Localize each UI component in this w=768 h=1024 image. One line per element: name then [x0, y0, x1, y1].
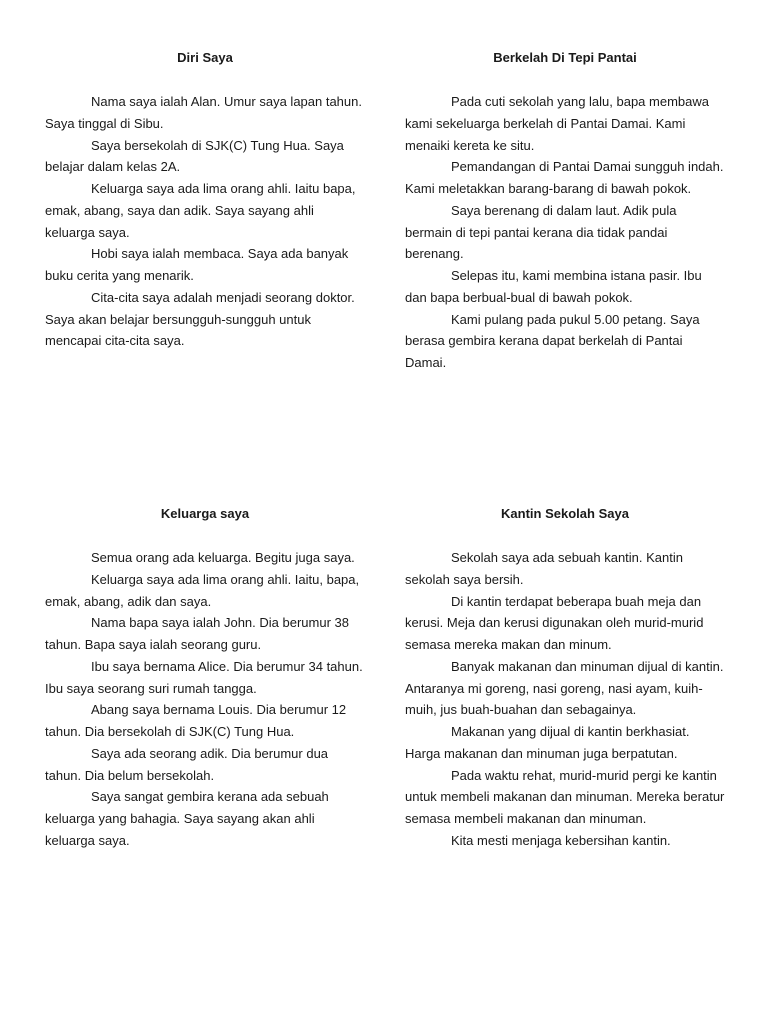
paragraph: Hobi saya ialah membaca. Saya ada banyak buku cerita yang menarik. [45, 246, 349, 283]
paragraph: Pada waktu rehat, murid-murid pergi ke kantin untuk membeli makanan dan minuman. Mereka beratur semasa membeli makanan dan minuman. [405, 767, 725, 826]
paragraph: Saya bersekolah di SJK(C) Tung Hua. Saya belajar dalam kelas 2A. [45, 137, 344, 175]
paragraph: Banyak makanan dan minuman dijual di kantin. Antaranya mi goreng, nasi goreng, nasi ayam, kuih-muih, jus buah-buahan dan sebagainya. [405, 658, 724, 718]
paragraph: Semua orang ada keluarga. Begitu juga saya. [91, 550, 355, 565]
paragraph: Ibu saya bernama Alice. Dia berumur 34 tahun. Ibu saya seorang suri rumah tangga. [45, 658, 363, 696]
essay-kantin-sekolah [405, 503, 725, 852]
essay-title: Diri Saya [177, 50, 233, 65]
paragraph: Selepas itu, kami membina istana pasir. Ibu dan bapa berbual-bual di bawah pokok. [405, 268, 702, 305]
paragraph: Saya berenang di dalam laut. Adik pula bermain di tepi pantai kerana dia tidak pandai berenang. [405, 202, 677, 262]
essay-diri-saya [45, 47, 365, 352]
paragraph: Sekolah saya ada sebuah kantin. Kantin sekolah saya bersih. [405, 550, 684, 587]
paragraph: Kami pulang pada pukul 5.00 petang. Saya berasa gembira kerana dapat berkelah di Pantai Damai. [405, 311, 700, 370]
essay-body [45, 91, 365, 352]
paragraph: Di kantin terdapat beberapa buah meja dan kerusi. Meja dan kerusi digunakan oleh murid-murid semasa mereka makan dan minum. [405, 593, 704, 652]
paragraph: Saya ada seorang adik. Dia berumur dua tahun. Dia belum bersekolah. [45, 745, 329, 783]
paragraph: Keluarga saya ada lima orang ahli. Iaitu bapa, emak, abang, saya dan adik. Saya sayang ahli keluarga saya. [45, 181, 356, 240]
paragraph: Keluarga saya ada lima orang ahli. Iaitu, bapa, emak, abang, adik dan saya. [45, 571, 360, 609]
paragraph: Pemandangan di Pantai Damai sungguh indah. Kami meletakkan barang-barang di bawah pokok. [405, 159, 724, 196]
paragraph: Abang saya bernama Louis. Dia berumur 12 tahun. Dia bersekolah di SJK(C) Tung Hua. [45, 702, 347, 739]
paragraph: Nama saya ialah Alan. Umur saya lapan tahun. Saya tinggal di Sibu. [45, 94, 362, 131]
essay-body [45, 547, 365, 852]
paragraph: Cita-cita saya adalah menjadi seorang doktor. Saya akan belajar bersungguh-sungguh untuk mencapai cita-cita saya. [45, 289, 355, 349]
essay-body [405, 91, 725, 374]
essay-body [405, 547, 725, 852]
paragraph: Nama bapa saya ialah John. Dia berumur 38 tahun. Bapa saya ialah seorang guru. [45, 615, 349, 652]
essay-keluarga-saya [45, 503, 365, 852]
essay-title: Berkelah Di Tepi Pantai [493, 50, 637, 65]
paragraph: Kita mesti menjaga kebersihan kantin. [451, 832, 671, 848]
essay-title: Keluarga saya [160, 506, 250, 521]
paragraph: Saya sangat gembira kerana ada sebuah keluarga yang bahagia. Saya sayang akan ahli keluarga saya. [45, 789, 329, 848]
essay-title: Kantin Sekolah Saya [501, 506, 629, 521]
essay-berkelah [405, 47, 725, 374]
paragraph: Pada cuti sekolah yang lalu, bapa membawa kami sekeluarga berkelah di Pantai Damai. Kami menaiki kereta ke situ. [405, 94, 709, 153]
paragraph: Makanan yang dijual di kantin berkhasiat. Harga makanan dan minuman juga berpatutan. [405, 724, 690, 761]
